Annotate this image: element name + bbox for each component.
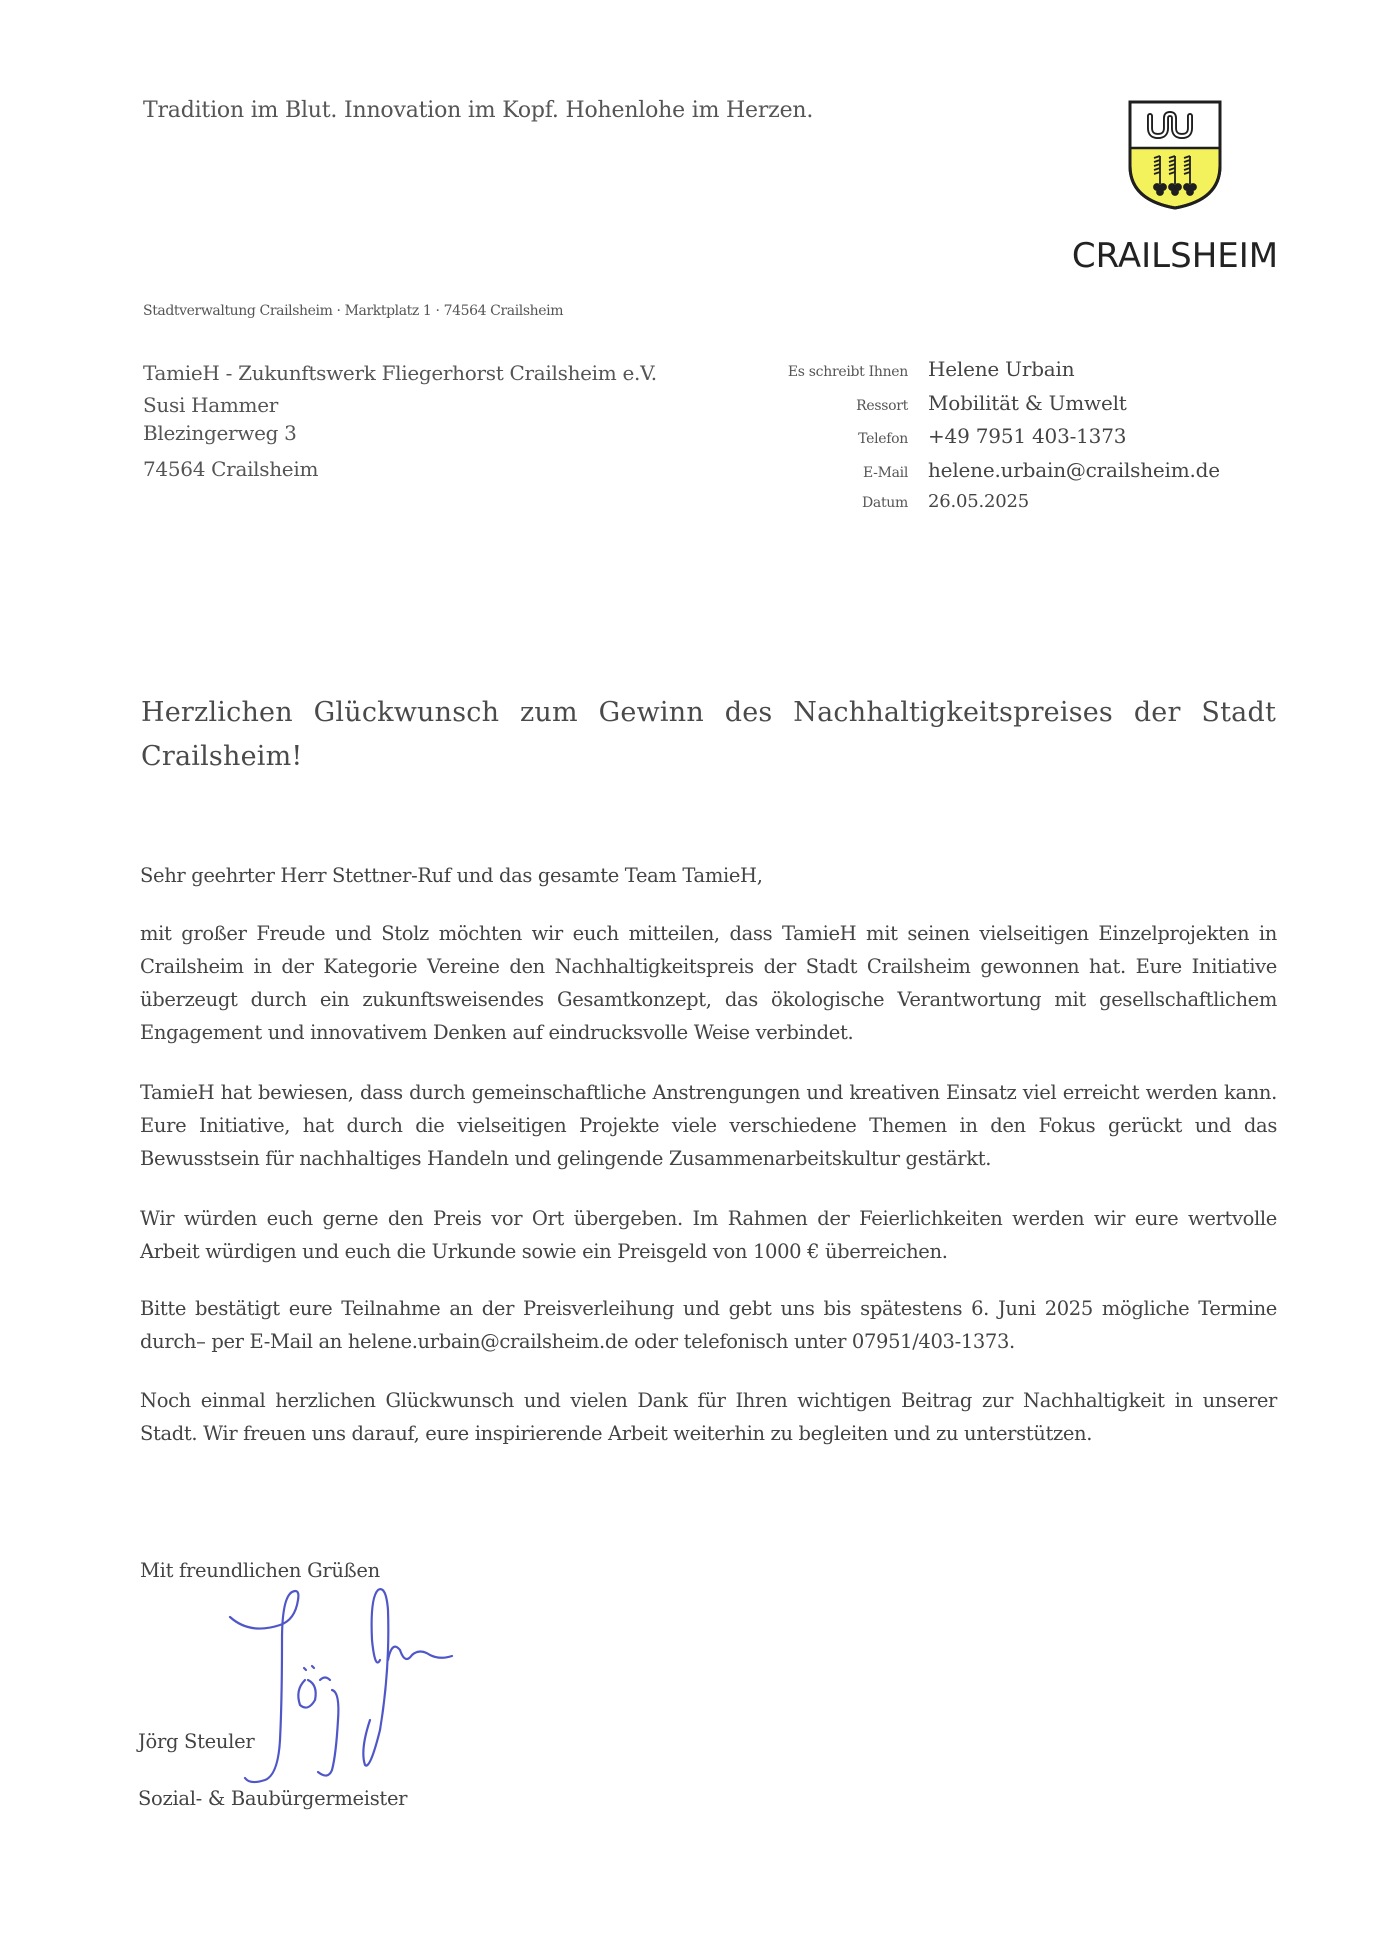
writer-name: Helene Urbain <box>928 357 1075 381</box>
recipient-organization: TamieH - Zukunftswerk Fliegerhorst Crailsheim e.V. <box>143 361 657 385</box>
recipient-street: Blezingerweg 3 <box>143 421 297 445</box>
contact-info-block <box>740 357 1220 525</box>
info-row-email <box>740 458 1220 492</box>
info-label: Datum <box>862 495 908 511</box>
signature <box>220 1580 580 1800</box>
email-link[interactable]: helene.urbain@crailsheim.de <box>928 457 1220 482</box>
info-label: Es schreibt Ihnen <box>787 364 908 380</box>
letter-salutation: Sehr geehrter Herr Stettner-Ruf und das gesamte Team TamieH, <box>140 864 763 887</box>
letter-closing: Mit freundlichen Grüßen <box>140 1559 380 1582</box>
department-value: Mobilität & Umwelt <box>928 390 1127 415</box>
info-label: Telefon <box>858 431 908 447</box>
letter-subject: Herzlichen Glückwunsch zum Gewinn des Nachhaltigkeitspreises der Stadt Crailsheim! <box>141 697 1276 772</box>
city-logo <box>1060 96 1290 286</box>
letter-paragraph: Wir würden euch gerne den Preis vor Ort übergeben. Im Rahmen der Feierlichkeiten werden wir eure wertvolle Arbeit würdigen und euch die Urkunde sowie ein Preisgeld von 1000 € überreichen. <box>140 1207 1277 1263</box>
letterhead-tagline: Tradition im Blut. Innovation im Kopf. Hohenlohe im Herzen. <box>143 98 814 123</box>
signer-name: Jörg Steuler <box>138 1730 255 1753</box>
recipient-contact: Susi Hammer <box>143 393 278 417</box>
info-label: E-Mail <box>862 464 908 481</box>
logo-wordmark: CRAILSHEIM <box>1071 236 1279 276</box>
recipient-address <box>143 357 657 485</box>
letter-paragraph: Bitte bestätigt eure Teilnahme an der Preisverleihung und gebt uns bis spätestens 6. Juni 2025 mögliche Termine durch– per E-Mail an helene.urbain@crailsheim.de oder telefonisch unter 07951/403-1373. <box>140 1297 1277 1353</box>
info-row-writer <box>740 357 1220 391</box>
letter-paragraph: Noch einmal herzlichen Glückwunsch und vielen Dank für Ihren wichtigen Beitrag zur Nachhaltigkeit in unserer Stadt. Wir freuen uns darauf, eure inspirierende Arbeit weiterhin zu begleiten und zu unterstützen. <box>140 1389 1277 1445</box>
letter-paragraph: mit großer Freude und Stolz möchten wir euch mitteilen, dass TamieH mit seinen vielseitigen Einzelprojekten in Crailsheim in der Kategorie Vereine den Nachhaltigkeitspreis der Stadt Crailsheim gewonnen hat. Eure Initiative überzeugt durch ein zukunftsweisendes Gesamtkonzept, das ökologische Verantwortung mit gesellschaftlichem Engagement und innovativem Denken auf eindrucksvolle Weise verbindet. <box>140 922 1277 1044</box>
signer-title: Sozial- & Baubürgermeister <box>138 1787 408 1810</box>
crailsheim-coat-of-arms-icon <box>1060 96 1290 226</box>
handwritten-signature-icon <box>220 1580 580 1800</box>
letter-paragraph: TamieH hat bewiesen, dass durch gemeinschaftliche Anstrengungen und kreativen Einsatz viel erreicht werden kann. Eure Initiative, hat durch die vielseitigen Projekte viele verschiedene Themen in den Fokus gerückt und das Bewusstsein für nachhaltiges Handeln und gelingende Zusammenarbeitskultur gestärkt. <box>140 1081 1277 1170</box>
info-label: Ressort <box>856 397 908 414</box>
date-value: 26.05.2025 <box>928 491 1030 512</box>
info-row-department <box>740 391 1220 425</box>
phone-value: +49 7951 403-1373 <box>928 424 1127 448</box>
recipient-city: 74564 Crailsheim <box>143 457 319 481</box>
sender-line: Stadtverwaltung Crailsheim · Marktplatz 1 · 74564 Crailsheim <box>143 303 564 319</box>
info-row-date <box>740 491 1220 525</box>
info-row-phone <box>740 424 1220 458</box>
